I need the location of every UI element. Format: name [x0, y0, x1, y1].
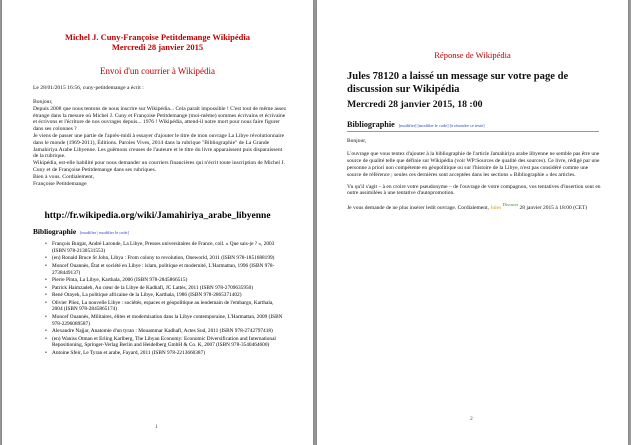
- email-paragraph-2: Je viens de passer une partie de l'après-midi à essayer d'ajouter le titre de mon ouvrage La Libye révolutionnaire dans le monde (1969-2011), Éditions. Paroles Vives, 2014 dans la rubrique "Bibliographie" de La Grande Jamahiriya Arabe Libyenne. Les guêmons creuses de l'auteure et le titre du livre apparaissent puis disparaissent de la rubrique.: [33, 132, 285, 160]
- document-page-1: [2, 0, 313, 445]
- reply-paragraph-2: Vu qu'il s'agit – à en croire votre pseudonyme – de l'ouvrage de votre compagnon, vos tentatives d'insertion sont en outre assimilées à une tentative d'autopromotion.: [347, 183, 601, 197]
- email-signature: Françoise Petitdemange: [33, 180, 87, 187]
- page2-section-heading: [347, 120, 485, 129]
- bibliography-heading: [33, 227, 129, 236]
- page-number: 2: [470, 416, 473, 422]
- page1-title: Michel J. Cuny-Françoise Petitdemange Wikipédia: [64, 32, 251, 42]
- bibliography-item: • (en) Ronald Bruce St John, Libya : From colony to revolution, Oneworld, 2011 (ISBN 978-1851688199): [52, 255, 284, 262]
- section-edit-links[interactable]: [modifier] [modifier le code] [à résoudre ce texte]: [398, 123, 485, 128]
- reply-sign-off: Je vous demande de ne plus insérer ledit ouvrage. Cordialement,: [347, 205, 489, 212]
- page1-date: Mercredi 28 janvier 2015: [111, 42, 204, 52]
- bibliography-item: • Moncef Ouannès, Militaires, élites et modernisation dans la Libye contemporaine, L'Harmattan, 2009 (ISBN 978-2296089587): [52, 314, 284, 328]
- section-title: Bibliographie: [347, 120, 395, 129]
- email-closing: Bien à vous. Cordialement,: [33, 173, 95, 180]
- page2-headline: Jules 78120 a laissé un message sur votre page de discussion sur Wikipédia: [347, 71, 569, 96]
- reply-body: [347, 138, 603, 212]
- page-number: 1: [155, 424, 158, 430]
- user-link[interactable]: Jules: [490, 205, 502, 212]
- email-paragraph-3: Wikipédia, est-elle habilité pour nous demander un courriers financières qui n'écrit toute inscription de Michel J. Cuny et de Françoise Petitdemange dans ses rubriques.: [33, 160, 285, 173]
- reply-signature-line: [347, 202, 603, 212]
- bibliography-edit-links[interactable]: [modifier | modifier le code]: [79, 230, 129, 235]
- bibliography-title: Bibliographie: [33, 227, 77, 236]
- email-paragraph-1: Depuis 2008 que nous tentons de nous inscrire sur Wikipédia... Cela paraît impossible ! C'est tout de même assez étrange dans la mesure où Michel J. Cuny et Françoise Petitdemange (moi-même) sommes écrivains et écrivaine et écrivons et l'écriture de nos ouvrages depuis... 1976 ! Wikipédia, attend-il notre mort pour nous faire figurer dans ses colonnes ?: [33, 105, 287, 133]
- bibliography-list: [42, 241, 284, 357]
- reply-timestamp: 28 janvier 2015 à 18:00 (CET): [519, 205, 588, 212]
- reply-greeting: Bonjour,: [347, 138, 367, 144]
- bibliography-item: • (en) Waniss Otman et Erling Karlberg, The Libyan Economy: Economic Diversification and International Repositioning, Springer-Verlag Berlin and Heidelberg GmbH & Co. K, 2007 (ISBN 978-3540464600): [52, 336, 284, 350]
- bibliography-item: • Patrick Haimzadeh, Au cœur de la Libye de Kadhafi, JC Lattès, 2011 (ISBN 978-2709635950): [52, 285, 284, 292]
- bibliography-item: • Moncef Ouannès, État et société en Libye : islam, politique et modernité, L'Harmattan, 1996 (ISBN 978-2738449137): [52, 263, 284, 277]
- email-body: [33, 99, 287, 187]
- bibliography-item: • François Burgat, André Laronde, La Libye, Presses universitaires de France, coll. « Que sais-je ? », 2003 (ISBN 978-2130531553): [52, 241, 284, 255]
- bibliography-item: • René Otayek, La politique africaine de la Libye, Karthala, 1986 (ISBN 978-2865371402): [52, 292, 284, 299]
- email-meta: Le 28/01/2015 16:56, cuny-petitdemange a écrit :: [33, 85, 144, 91]
- page2-title: Réponse de Wikipédia: [434, 50, 511, 60]
- page1-heading: Envoi d'un courrier à Wikipédia: [99, 66, 216, 76]
- wikipedia-url[interactable]: http://fr.wikipedia.org/wiki/Jamahiriya_arabe_libyenne: [44, 211, 271, 221]
- talk-link[interactable]: Discuter: [502, 202, 519, 208]
- bibliography-item: • Olivier Pliez, La nouvelle Libye : sociétés, espaces et géopolitique au lendemain de l'embargo, Karthala, 2004 (ISBN 978-2845865174): [52, 300, 284, 314]
- section-divider: [347, 131, 599, 132]
- reply-paragraph-1: L'ouvrage que vous tentez d'ajouter à la bibliographie de l'article Jamahiriya arabe libyenne ne semble pas être une source de qualité telle que définie sur Wikipédia (voir WP:Sources de qualité des sources). Ce livre, rédigé par une personne a priori non compétente en géopolitique ou sur l'histoire de la Libye, n'est pas considéré comme une source de référence ; seules ces dernières sont acceptées dans les sections « Bibliographie » des articles.: [347, 150, 600, 178]
- bibliography-item: • Antoine Sfeir, Le Tyran et arabe, Fayard, 2011 (ISBN 978-2213660387): [52, 350, 284, 357]
- bibliography-item: • Alexandre Najjar, Anatomie d'un tyran : Mouammar Kadhafi, Actes Sud, 2011 (ISBN 978-2742797418): [52, 328, 284, 335]
- document-page-2: [317, 0, 628, 445]
- page2-date: Mercredi 28 janvier 2015, 18 :00: [347, 99, 483, 110]
- email-greeting: Bonjour,: [33, 99, 53, 105]
- bibliography-item: • Pierre Pinta, La Libye, Karthala, 2006 (ISBN 978-2845866515): [52, 277, 284, 284]
